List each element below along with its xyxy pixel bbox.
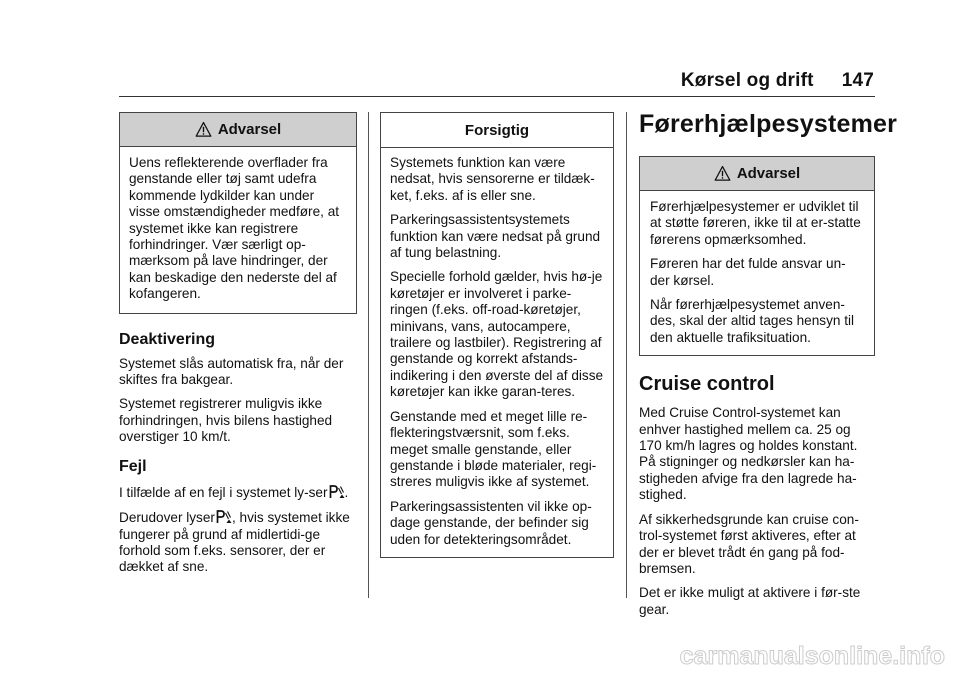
parking-assist-icon: [329, 484, 345, 499]
text-run: Derudover lyser: [119, 510, 215, 526]
paragraph: Det er ikke muligt at aktivere i før-ste gear.: [639, 585, 861, 617]
caution-text: Specielle forhold gælder, hvis hø-je køretøjer er involveret i parke-ringen (f.eks. off-road-køretøjer, minivans, vans, autocampere, trailere og lastbiler). Registrering af genstande og korrekt afstands-indikering i den øverste del af disse køretøjer kan ikke garan-teres.: [390, 269, 604, 400]
heading-cruise-control: Cruise control: [639, 373, 775, 396]
caution-text: Genstande med et meget lille re-flekteringstværsnit, som f.eks. meget smalle genstande, eller genstande i bløde materialer, regi-streres muligvis ikke af systemet.: [390, 408, 597, 490]
watermark: [600, 640, 946, 672]
warning-triangle-icon: [714, 165, 731, 182]
running-head: [681, 70, 874, 92]
heading-fejl: Fejl: [119, 457, 147, 475]
paragraph-fejl-1: [119, 484, 357, 501]
warning-box: [639, 156, 875, 356]
caution-text: Parkeringsassistenten vil ikke op-dage genstande, der befinder sig uden for detekteringsområdet.: [390, 498, 592, 547]
warning-box-title: Advarsel: [217, 121, 282, 138]
parking-assist-icon: [216, 509, 232, 524]
column-right: [639, 110, 898, 618]
column-middle: [380, 112, 614, 558]
warning-box-header: [120, 113, 356, 147]
warning-text: Uens reflekterende overflader fra genstande eller tøj samt udefra kommende lydkilder kan under visse omstændigheder medføre, at systemet ikke kan registrere forhindringer. Vær særligt op-mærksom på lave hindringer, der kan beskadige den nederste del af kofangeren.: [129, 155, 340, 302]
warning-text: Når førerhjælpesystemet anven-des, skal der altid tages hensyn til den aktuelle trafiksituation.: [650, 297, 855, 345]
chapter-title: Kørsel og drift: [680, 70, 814, 91]
text-run: I tilfælde af en fejl i systemet ly-ser: [119, 484, 328, 500]
warning-triangle-icon: [195, 121, 212, 138]
section-title: Førerhjælpesystemer: [639, 110, 898, 138]
warning-text: Føreren har det fulde ansvar un-der kørsel.: [650, 256, 846, 288]
paragraph-fejl-2: [119, 509, 357, 576]
heading-deaktivering: Deaktivering: [119, 330, 216, 348]
warning-box-header: [640, 157, 874, 191]
watermark-text: carmanualsonline.info: [679, 642, 945, 670]
warning-box: [119, 112, 357, 314]
caution-box-header: [381, 113, 613, 148]
caution-text: Systemets funktion kan være nedsat, hvis sensorerne er tildæk-ket, f.eks. af is eller sne.: [390, 155, 595, 203]
text-run: .: [344, 484, 349, 500]
caution-box-title: Forsigtig: [464, 121, 530, 139]
paragraph: Systemet registrerer muligvis ikke forhindringen, hvis bilens hastighed overstiger 10 km/t.: [119, 396, 333, 445]
paragraph: Med Cruise Control-systemet kan enhver hastighed mellem ca. 25 og 170 km/h lagres og holdes konstant. På stigninger og nedkørsler kan ha-stigheden afvige fra den lagrede ha-stighed.: [639, 405, 858, 503]
paragraph: Systemet slås automatisk fra, når der skiftes fra bakgear.: [119, 355, 344, 388]
header-rule: [119, 96, 875, 97]
warning-text: Førerhjælpesystemer er udviklet til at støtte føreren, ikke til at er-statte førerens opmærksomhed.: [650, 199, 861, 247]
column-divider: [626, 112, 627, 598]
caution-text: Parkeringsassistentsystemets funktion kan være nedsat på grund af tung belastning.: [390, 212, 601, 261]
column-divider: [368, 112, 369, 598]
column-left: [119, 112, 357, 576]
caution-box: [380, 112, 614, 558]
page-number: 147: [841, 70, 874, 91]
paragraph: Af sikkerhedsgrunde kan cruise con-trol-systemet først aktiveres, efter at der er blevet trådt én gang på fod-bremsen.: [639, 511, 859, 576]
warning-box-title: Advarsel: [736, 165, 801, 182]
text-run: , hvis systemet ikke fungerer på grund af midlertidi-ge forhold som f.eks. sensorer, der er dækket af sne.: [119, 510, 350, 575]
